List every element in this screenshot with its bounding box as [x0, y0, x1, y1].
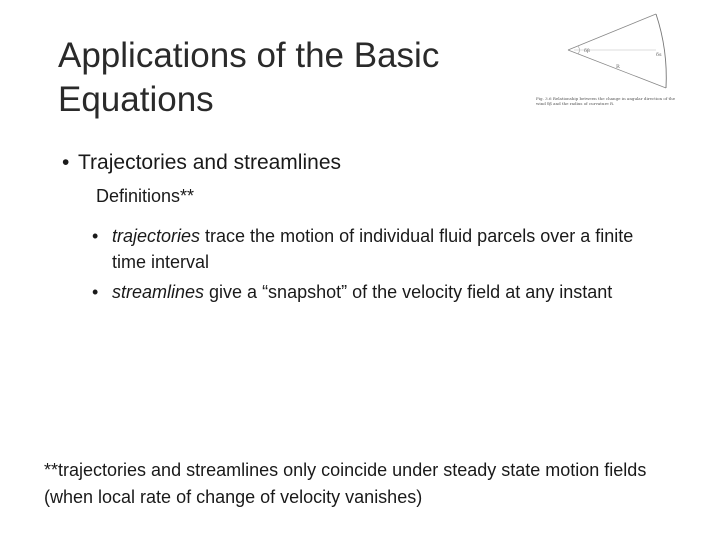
definitions-heading: Definitions** — [96, 186, 195, 206]
definition-text: give a “snapshot” of the velocity field at any instant — [204, 282, 613, 302]
curvature-diagram — [528, 12, 688, 96]
footnote: **trajectories and streamlines only coincide under steady state motion fields (when local rate of change of velocity vanishes) — [44, 460, 647, 507]
definition-trajectories — [92, 223, 672, 275]
definitions-list — [92, 223, 672, 309]
definition-text: trace the motion of individual fluid parcels over a finite time interval — [112, 226, 634, 272]
arc-path — [656, 14, 666, 88]
figure-caption-text: Relationship between the change in angular direction of the wind δβ and the radius of curvature R. — [536, 96, 676, 106]
radius-label: R — [616, 64, 620, 70]
figure-caption-lead: Fig. 3.6 — [536, 96, 552, 101]
definition-term: trajectories — [112, 226, 201, 246]
figure-caption — [536, 96, 684, 106]
definition-term: streamlines — [112, 282, 205, 302]
angle-label: δβ — [584, 48, 590, 54]
arc-label: δs — [656, 52, 662, 58]
sub-bullet-glyph: • — [92, 282, 99, 302]
slide-title: Applications of the Basic Equations — [58, 36, 440, 119]
radius-line-upper — [568, 14, 656, 50]
figure-diagram — [528, 12, 688, 124]
sub-bullet-glyph: • — [92, 226, 99, 246]
bullet-text: Trajectories and streamlines — [78, 151, 341, 174]
bullet-glyph: • — [62, 151, 70, 174]
bullet-trajectories-streamlines — [62, 150, 341, 176]
definition-streamlines — [92, 279, 672, 305]
